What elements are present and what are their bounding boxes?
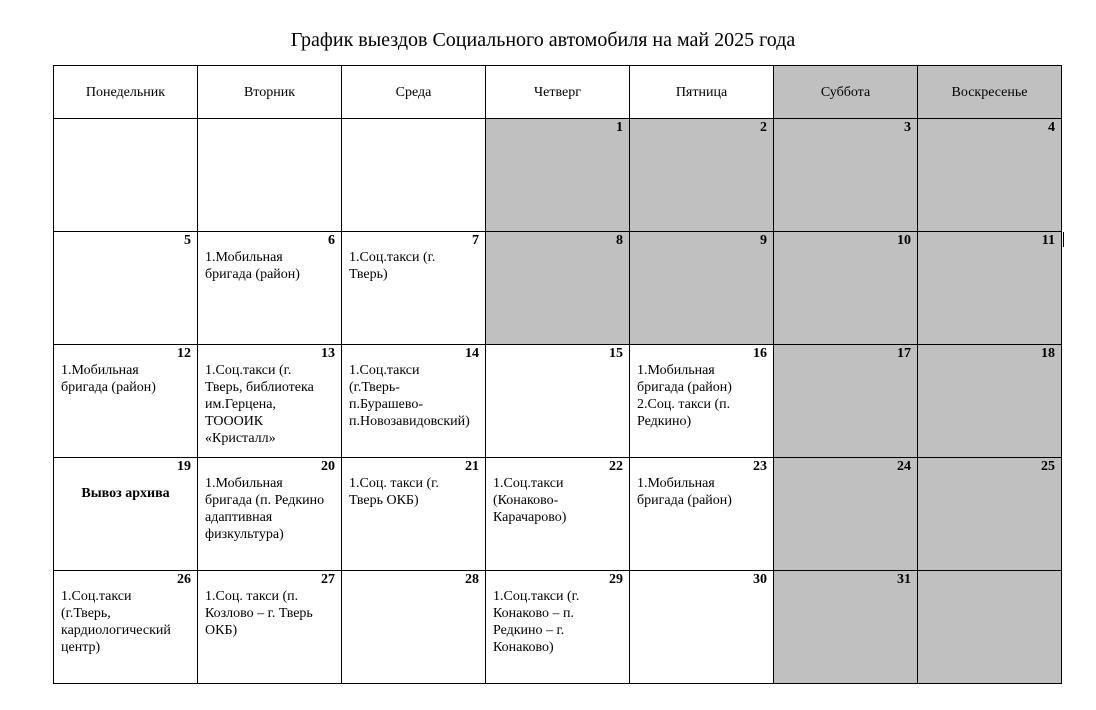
day-cell xyxy=(774,458,918,571)
day-number: 23 xyxy=(753,459,767,474)
day-cell xyxy=(342,571,486,684)
day-number: 4 xyxy=(1048,120,1055,135)
day-events: 1.Мобильная бригада (район) xyxy=(61,363,156,395)
day-number: 7 xyxy=(472,233,479,248)
day-cell xyxy=(774,571,918,684)
day-cell xyxy=(342,232,486,345)
day-events: 1.Мобильная бригада (п. Редкино адаптивная физкультура) xyxy=(205,476,325,542)
header-saturday: Суббота xyxy=(774,66,918,119)
day-number: 6 xyxy=(328,233,335,248)
day-cell xyxy=(54,345,198,458)
day-number: 13 xyxy=(321,346,335,361)
day-cell xyxy=(198,232,342,345)
day-number: 12 xyxy=(177,346,191,361)
day-number: 1 xyxy=(616,120,623,135)
day-number: 27 xyxy=(321,572,335,587)
day-cell xyxy=(342,458,486,571)
day-cell xyxy=(918,571,1062,684)
day-number: 30 xyxy=(753,572,767,587)
day-cell xyxy=(630,345,774,458)
day-cell xyxy=(630,571,774,684)
day-number: 22 xyxy=(609,459,623,474)
day-events: 1.Соц.такси (г.Тверь- п.Бурашево- п.Новозавидовский) xyxy=(349,363,470,429)
calendar-body xyxy=(54,119,1062,684)
day-cell xyxy=(486,458,630,571)
day-cell xyxy=(774,232,918,345)
day-cell xyxy=(54,119,198,232)
day-cell xyxy=(630,458,774,571)
day-number xyxy=(198,119,341,136)
day-number: 21 xyxy=(465,459,479,474)
day-events: 1.Соц.такси (г. Конаково – п. Редкино – г. Конаково) xyxy=(493,589,580,655)
day-events: 1.Мобильная бригада (район) xyxy=(637,476,732,508)
day-cell xyxy=(486,571,630,684)
day-cell xyxy=(486,345,630,458)
day-cell xyxy=(486,232,630,345)
day-number: 3 xyxy=(904,120,911,135)
day-events: 1.Соц.такси (Конаково- Карачарово) xyxy=(493,476,567,525)
day-number xyxy=(918,571,1061,588)
day-cell xyxy=(774,345,918,458)
day-cell xyxy=(774,119,918,232)
header-wednesday: Среда xyxy=(342,66,486,119)
text-cursor xyxy=(1063,232,1064,247)
day-cell xyxy=(342,345,486,458)
day-number: 8 xyxy=(616,233,623,248)
day-cell xyxy=(198,458,342,571)
day-number: 16 xyxy=(753,346,767,361)
day-cell xyxy=(918,458,1062,571)
day-events: 1.Мобильная бригада (район) xyxy=(205,250,300,282)
day-cell xyxy=(918,119,1062,232)
day-number: 24 xyxy=(897,459,911,474)
weekday-header-row xyxy=(54,66,1062,119)
day-number: 18 xyxy=(1041,346,1055,361)
week-row xyxy=(54,571,1062,684)
day-number: 10 xyxy=(897,233,911,248)
header-thursday: Четверг xyxy=(486,66,630,119)
day-number: 5 xyxy=(184,233,191,248)
day-cell xyxy=(918,232,1062,345)
document-title: График выездов Социального автомобиля на май 2025 года xyxy=(290,29,796,51)
day-number: 20 xyxy=(321,459,335,474)
day-number xyxy=(54,119,197,136)
day-events: 1.Соц. такси (г. Тверь ОКБ) xyxy=(349,476,439,508)
day-number: 25 xyxy=(1041,459,1055,474)
header-monday: Понедельник xyxy=(54,66,198,119)
day-events: 1.Соц.такси (г. Тверь) xyxy=(349,250,436,282)
day-number xyxy=(342,119,485,136)
day-cell xyxy=(198,345,342,458)
day-number: 9 xyxy=(760,233,767,248)
day-number: 26 xyxy=(177,572,191,587)
day-number: 19 xyxy=(177,459,191,474)
calendar-table xyxy=(53,65,1062,684)
day-events: Вывоз архива xyxy=(81,486,170,501)
week-row xyxy=(54,345,1062,458)
day-events: 1.Соц. такси (п. Козлово – г. Тверь ОКБ) xyxy=(205,589,313,638)
day-cell xyxy=(54,458,198,571)
day-cell xyxy=(54,232,198,345)
day-cell xyxy=(486,119,630,232)
day-number: 2 xyxy=(760,120,767,135)
day-cell xyxy=(198,119,342,232)
header-tuesday: Вторник xyxy=(198,66,342,119)
day-cell xyxy=(630,119,774,232)
day-number: 14 xyxy=(465,346,479,361)
day-number: 28 xyxy=(465,572,479,587)
week-row xyxy=(54,119,1062,232)
header-sunday: Воскресенье xyxy=(918,66,1062,119)
day-number: 31 xyxy=(897,572,911,587)
week-row xyxy=(54,232,1062,345)
day-number: 29 xyxy=(609,572,623,587)
day-number: 17 xyxy=(897,346,911,361)
day-number: 11 xyxy=(1041,233,1055,248)
day-number: 15 xyxy=(609,346,623,361)
day-cell xyxy=(630,232,774,345)
week-row xyxy=(54,458,1062,571)
day-events: 1.Соц.такси (г. Тверь, библиотека им.Герцена, ТОООИК «Кристалл» xyxy=(205,363,314,446)
day-events: 1.Соц.такси (г.Тверь, кардиологический центр) xyxy=(61,589,171,655)
day-cell xyxy=(54,571,198,684)
day-cell xyxy=(198,571,342,684)
day-cell xyxy=(342,119,486,232)
day-events: 1.Мобильная бригада (район) 2.Соц. такси (п. Редкино) xyxy=(637,363,732,429)
day-cell xyxy=(918,345,1062,458)
header-friday: Пятница xyxy=(630,66,774,119)
